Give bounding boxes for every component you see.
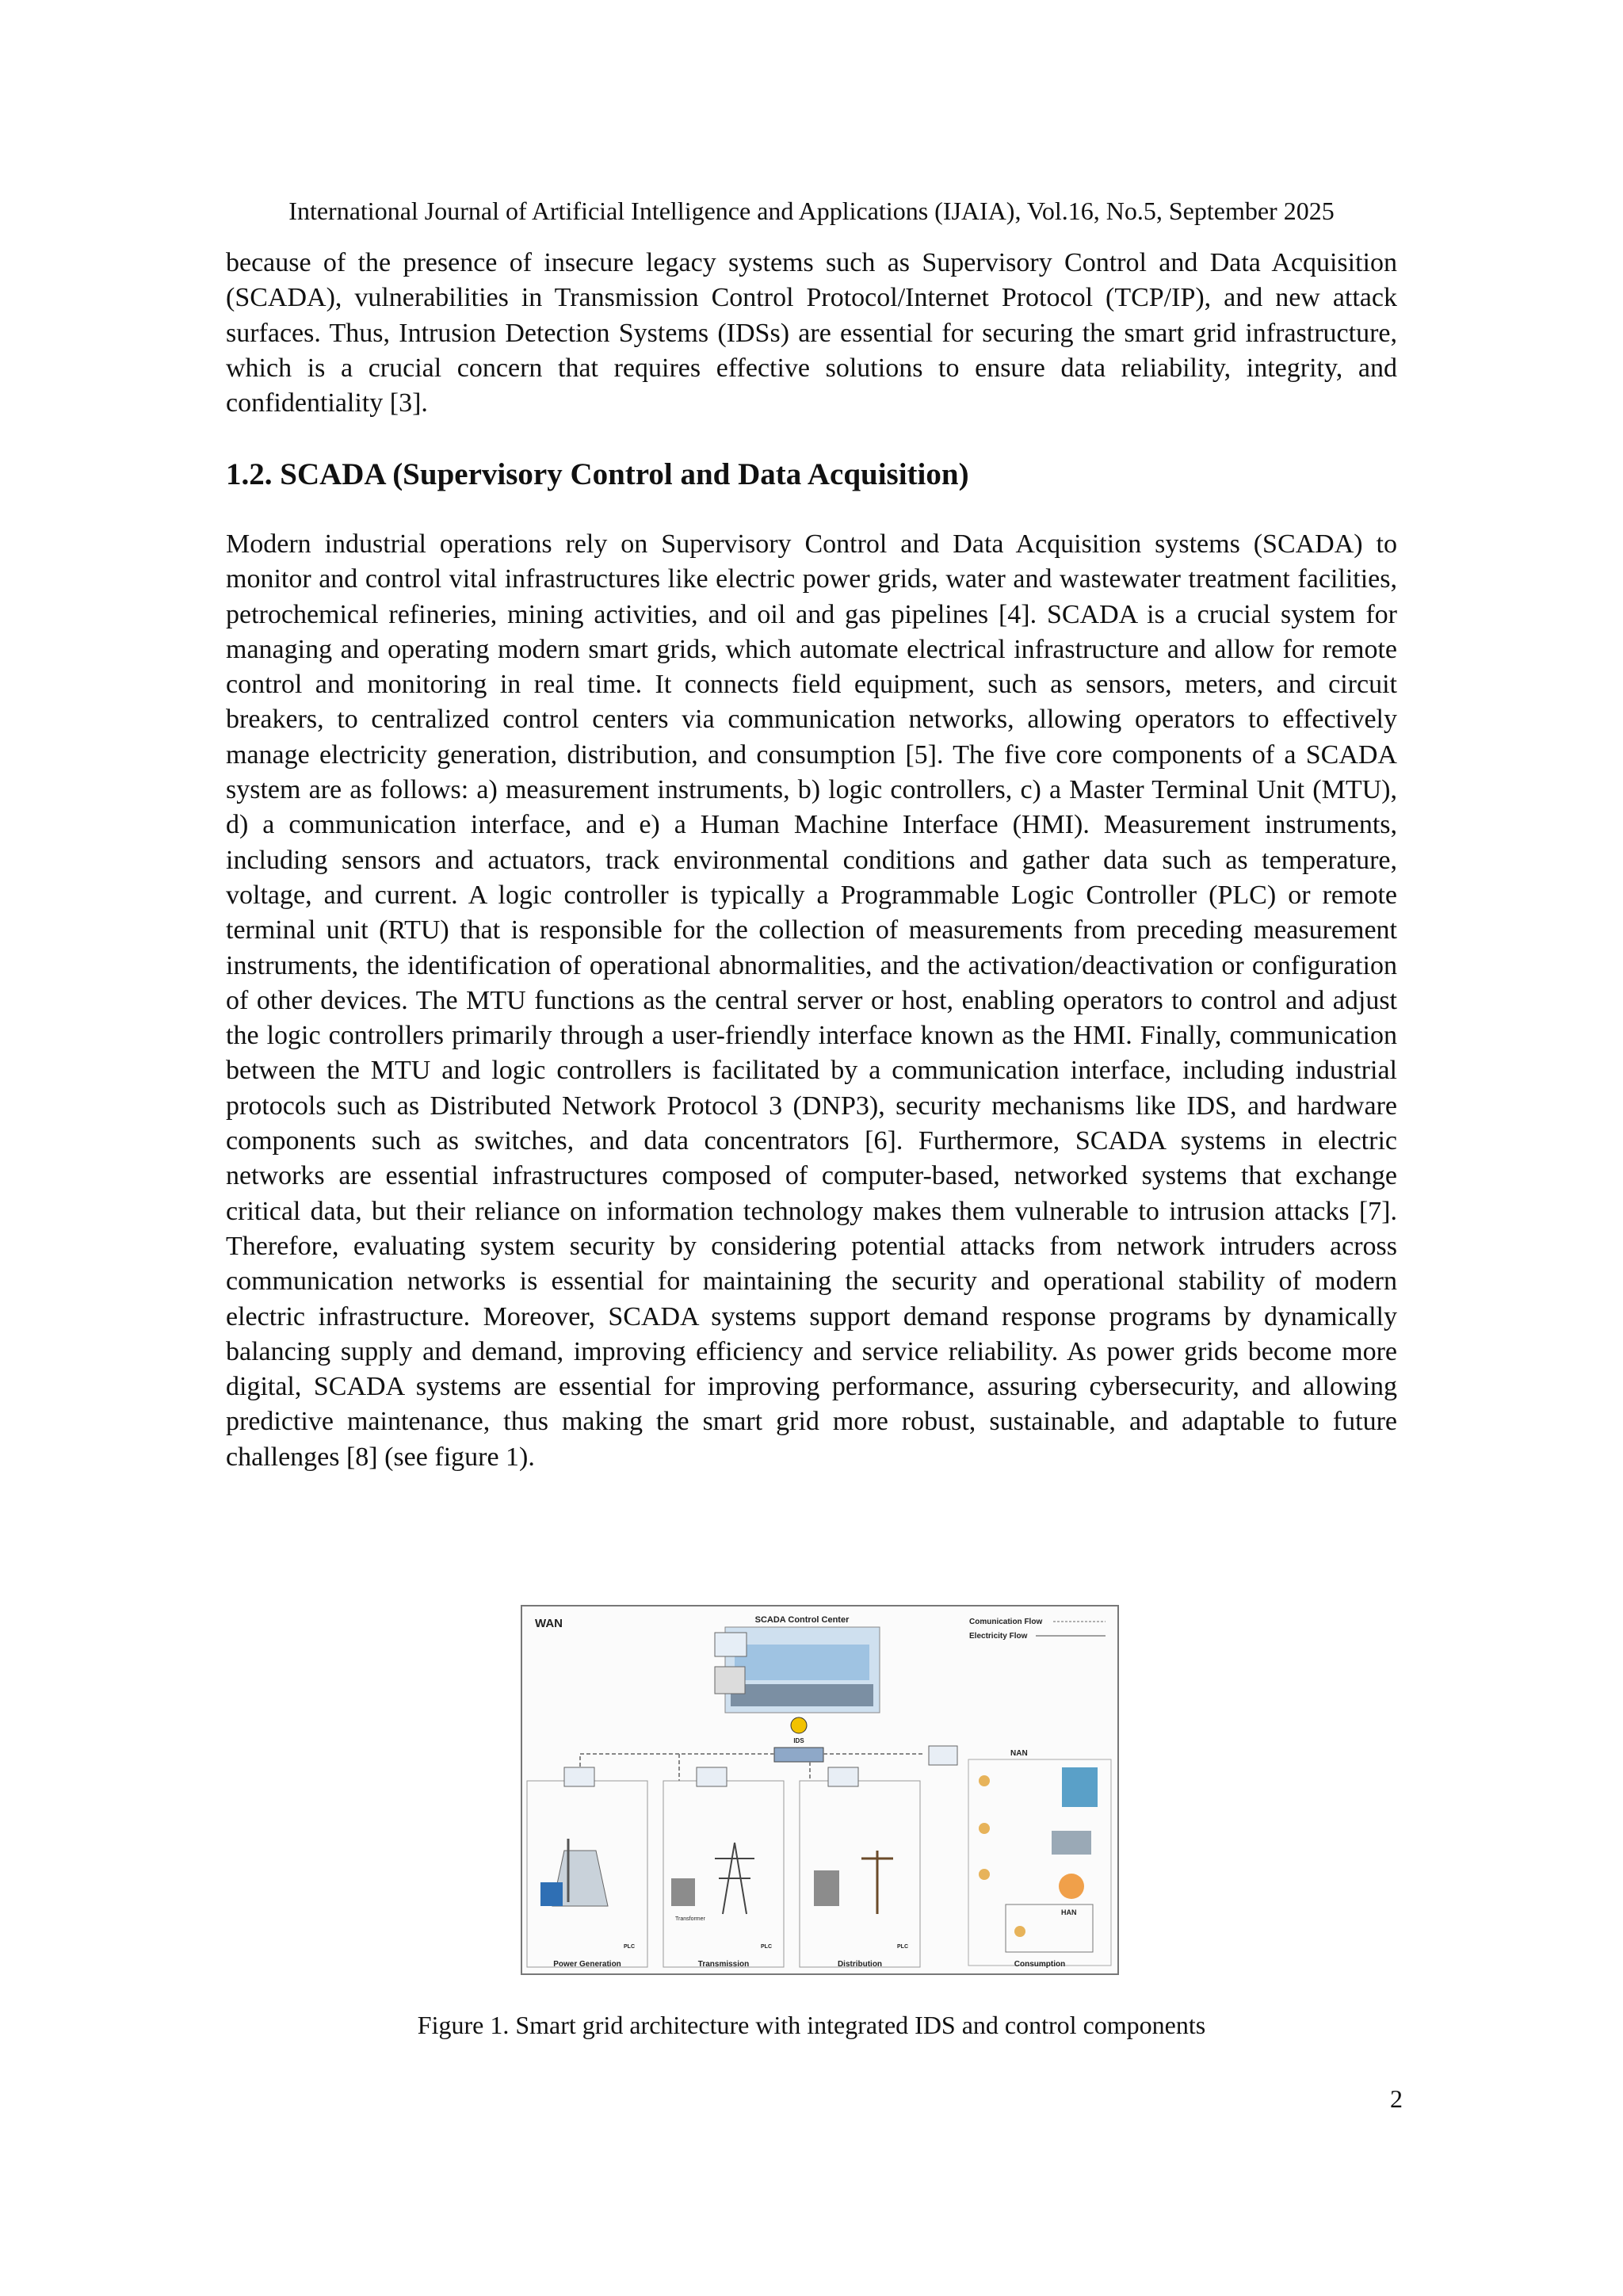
svg-text:PLC: PLC: [761, 1944, 772, 1950]
svg-text:PLC: PLC: [897, 1944, 908, 1950]
han-label: HAN: [1061, 1908, 1077, 1916]
legend-elec-label: Electricity Flow: [969, 1632, 1028, 1641]
nan-label: NAN: [1010, 1749, 1028, 1758]
running-header: International Journal of Artificial Intelligence and Applications (IJAIA), Vol.16, No.5, September 2025: [288, 197, 1335, 225]
section-heading: 1.2. SCADA (Supervisory Control and Data Acquisition): [226, 457, 969, 491]
rtu-icon-generation: [564, 1767, 594, 1786]
factory-icon: [1052, 1831, 1091, 1855]
paragraph-scada: [226, 527, 1397, 1475]
ids-label: IDS: [793, 1737, 804, 1744]
smart-grid-diagram: [521, 1605, 1119, 1975]
rtu-icon-consumption: [929, 1746, 957, 1765]
figure-smart-grid: [521, 1605, 1119, 1975]
paragraph-intro: [226, 246, 1397, 421]
building-icon: [1062, 1767, 1098, 1807]
rtu-icon-distribution: [828, 1767, 858, 1786]
section-label-distribution: Distribution: [837, 1960, 883, 1969]
rtu-icon-transmission: [697, 1767, 727, 1786]
section-label-transmission: Transmission: [697, 1960, 750, 1969]
transformer-icon: [671, 1878, 695, 1906]
figure-caption: Figure 1. Smart grid architecture with integrated IDS and control components: [417, 2011, 1206, 2039]
control-center-label: SCADA Control Center: [754, 1615, 850, 1625]
section-label-power-generation: Power Generation: [553, 1960, 621, 1969]
control-room-screen: [735, 1645, 869, 1680]
legend-comm-label: Comunication Flow: [969, 1618, 1043, 1626]
page-number: 2: [1390, 2084, 1403, 2113]
wan-label: WAN: [535, 1617, 563, 1630]
distribution-transformer-icon: [814, 1870, 839, 1906]
server-icon: [715, 1667, 745, 1694]
svg-text:PLC: PLC: [624, 1944, 635, 1950]
residential-icon: [1059, 1874, 1084, 1899]
control-room-desk: [731, 1684, 873, 1706]
control-center: [715, 1615, 880, 1713]
ids-shield-icon: [791, 1717, 807, 1733]
solar-panel-icon: [540, 1882, 563, 1906]
paragraph-text: because of the presence of insecure legacy systems such as Supervisory Control and Data Acquisition (SCADA), vulnerabilities in Transmission Control Protocol/Internet Protocol (TCP/IP), and new attack surfaces. Thus, Intrusion Detection Systems (IDSs) are essential for securing the smart grid infrastructure, which is a crucial concern that requires effective solutions to ensure data reliability, integrity, and confidentiality [3].: [226, 248, 1397, 418]
section-label-consumption: Consumption: [1014, 1960, 1066, 1969]
monitor-icon: [715, 1633, 747, 1656]
network-switch-icon: [774, 1748, 823, 1762]
transformer-label: Transformer: [675, 1916, 705, 1922]
paragraph-text: Modern industrial operations rely on Supervisory Control and Data Acquisition systems (SCADA) to monitor and control vital infrastructures like electric power grids, water and wastewater treatment facilities, petrochemical refineries, mining activities, and oil and gas pipelines [4]. SCADA is a crucial system for managing and operating modern smart grids, which automate electrical infrastructure and allow for remote control and monitoring in real time. It connects field equipment, such as sensors, meters, and circuit breakers, to centralized control centers via communication networks, allowing operators to effectively manage electricity generation, distribution, and consumption [5]. The five core components of a SCADA system are as follows: a) measurement instruments, b) logic controllers, c) a Master Terminal Unit (MTU), d) a communication interface, and e) a Human Machine Interface (HMI). Measurement instruments, including sensors and actuators, track environmental conditions and gather data such as temperature, voltage, and current. A logic controller is typically a Programmable Logic Controller (PLC) or remote terminal unit (RTU) that is responsible for the collection of measurements from preceding measurement instruments, the identification of operational abnormalities, and the activation/deactivation or configuration of other devices. The MTU functions as the central server or host, enabling operators to control and adjust the logic controllers primarily through a user-friendly interface known as the HMI. Finally, communication between the MTU and logic controllers is facilitated by a communication interface, including industrial protocols such as Distributed Network Protocol 3 (DNP3), security mechanisms like IDS, and hardware components such as switches, and data concentrators [6]. Furthermore, SCADA systems in electric networks are essential infrastructures composed of computer-based, networked systems that exchange critical data, but their reliance on information technology makes them vulnerable to intrusion attacks [7]. Therefore, evaluating system security by considering potential attacks from network intruders across communication networks is essential for maintaining the security and operational stability of modern electric infrastructure. Moreover, SCADA systems support demand response programs by dynamically balancing supply and demand, improving efficiency and service reliability. As power grids become more digital, SCADA systems are essential for improving performance, assuring cybersecurity, and allowing predictive maintenance, thus making the smart grid more robust, sustainable, and adaptable to future challenges [8] (see figure 1).: [226, 529, 1397, 1472]
